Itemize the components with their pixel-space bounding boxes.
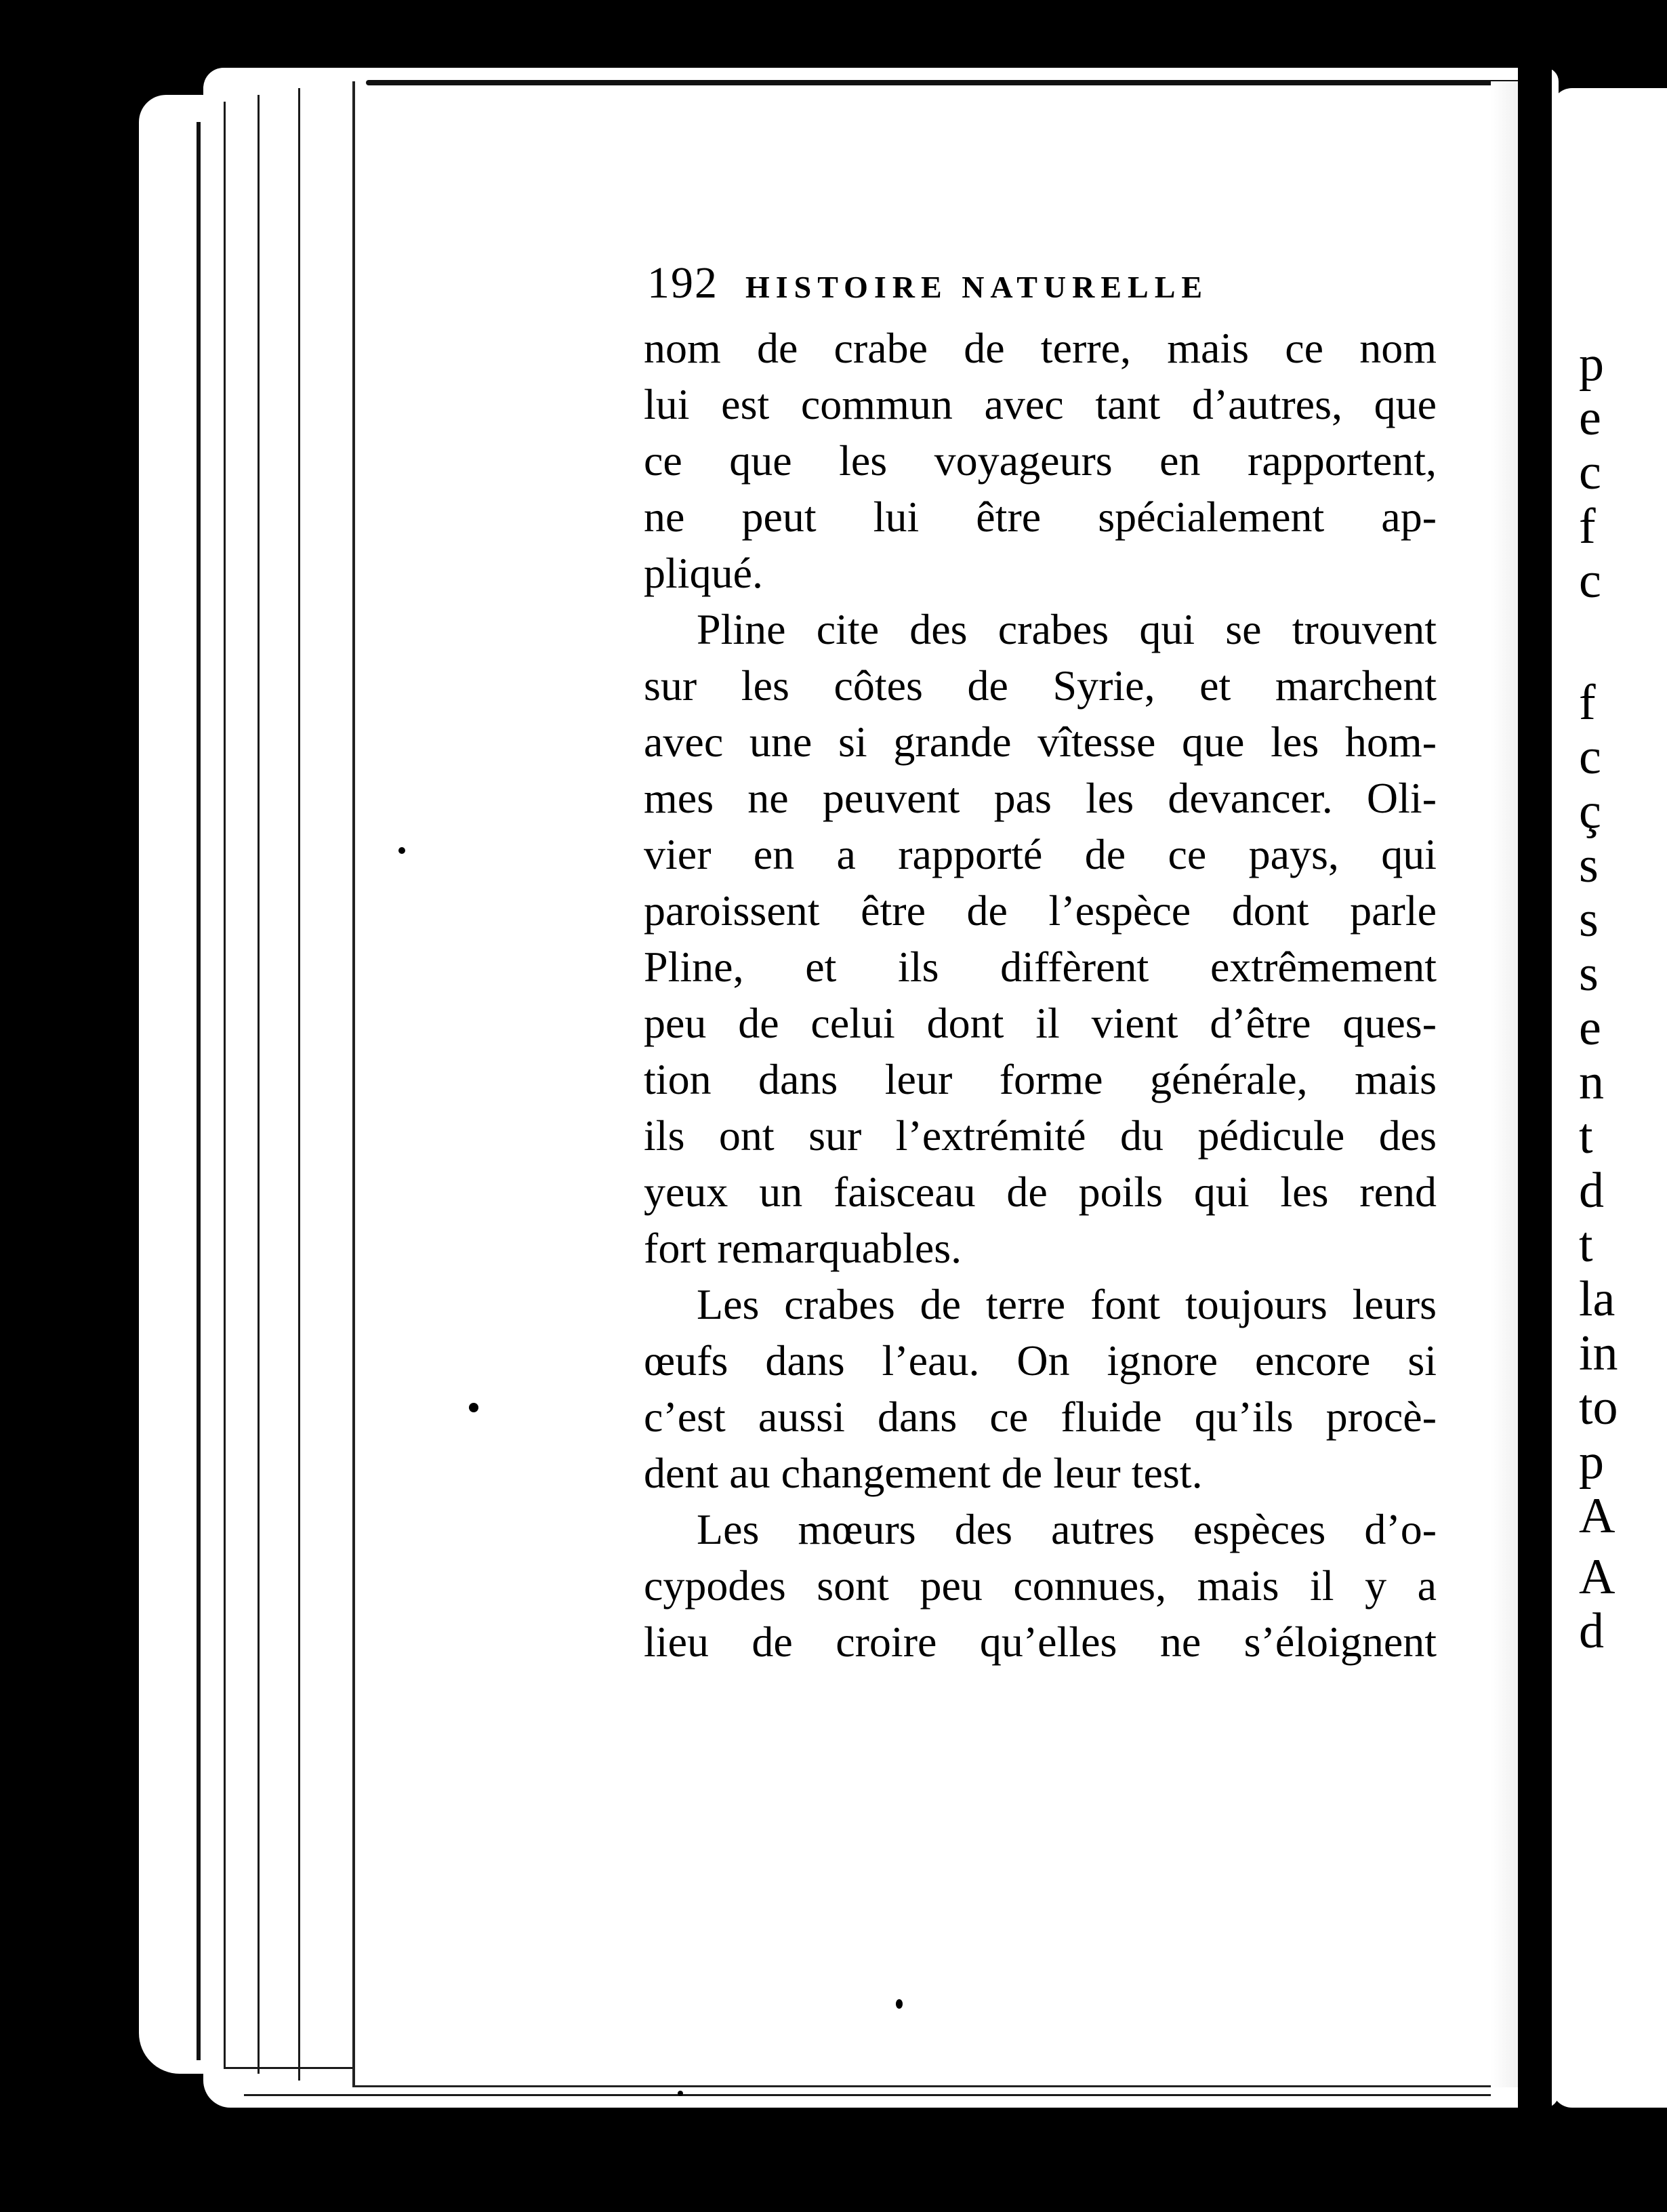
text-line: Pline, et ils diffèrent extrêmement	[644, 943, 1437, 991]
gutter	[1518, 68, 1552, 2108]
facing-page-fragment: s	[1579, 892, 1599, 947]
text-line: nom de crabe de terre, mais ce nom	[644, 324, 1437, 372]
facing-page-fragment: la	[1579, 1271, 1615, 1327]
text-line: mes ne peuvent pas les devancer. Oli-	[644, 774, 1437, 822]
page-edge-line	[224, 102, 226, 2067]
facing-page-fragment: n	[1579, 1054, 1604, 1110]
text-line: avec une si grande vîtesse que les hom-	[644, 718, 1437, 766]
ink-speck	[469, 1403, 478, 1412]
facing-page-fragment: c	[1579, 553, 1601, 609]
text-line: ne peut lui être spécialement ap-	[644, 493, 1437, 541]
cover-edge-line	[197, 122, 201, 2060]
page-edge-line	[258, 95, 260, 2074]
facing-page-fragment: in	[1579, 1326, 1618, 1381]
ink-speck	[896, 1999, 903, 2009]
facing-page-fragment: c	[1579, 729, 1601, 785]
text-line: Les mœurs des autres espèces d’o-	[697, 1505, 1437, 1553]
facing-page-fragment: s	[1579, 946, 1599, 1002]
text-line: ce que les voyageurs en rapportent,	[644, 436, 1437, 485]
ink-speck	[678, 2091, 683, 2096]
facing-page-fragment: f	[1579, 499, 1596, 554]
text-line: vier en a rapporté de ce pays, qui	[644, 830, 1437, 878]
text-line: c’est aussi dans ce fluide qu’ils procè-	[644, 1393, 1437, 1441]
ink-speck	[398, 847, 405, 854]
text-line: dent au changement de leur test.	[644, 1449, 1203, 1497]
facing-page-fragment: s	[1579, 838, 1599, 893]
facing-page	[1552, 88, 1667, 2108]
text-line: cypodes sont peu connues, mais il y a	[644, 1561, 1437, 1610]
text-line: paroissent être de l’espèce dont parle	[644, 886, 1437, 935]
body-text	[644, 320, 1437, 1670]
facing-page-fragment: c	[1579, 445, 1601, 500]
facing-page-fragment: d	[1579, 1163, 1604, 1218]
text-line: Les crabes de terre font toujours leurs	[697, 1280, 1437, 1328]
facing-page-fragment: t	[1579, 1217, 1593, 1273]
page-top-edge	[366, 80, 1531, 85]
page-number: 192	[647, 258, 718, 308]
text-line: tion dans leur forme générale, mais	[644, 1055, 1437, 1103]
text-line: Pline cite des crabes qui se trouvent	[697, 605, 1437, 653]
text-line: ils ont sur l’extrémité du pédicule des	[644, 1111, 1437, 1160]
text-line: pliqué.	[644, 549, 763, 597]
page-edge-line	[298, 88, 300, 2081]
text-line: yeux un faisceau de poils qui les rend	[644, 1168, 1437, 1216]
facing-page-fragment: p	[1579, 1434, 1604, 1490]
page-edge-line	[244, 2094, 1491, 2096]
text-line: lieu de croire qu’elles ne s’éloignent	[644, 1618, 1437, 1666]
text-line: sur les côtes de Syrie, et marchent	[644, 661, 1437, 710]
facing-page-fragment: ç	[1579, 783, 1601, 839]
facing-page-fragment: d	[1579, 1603, 1604, 1659]
facing-page-fragment: f	[1579, 675, 1596, 731]
text-line: fort remarquables.	[644, 1224, 962, 1272]
facing-page-fragment: e	[1579, 390, 1601, 446]
text-line: œufs dans l’eau. On ignore encore si	[644, 1336, 1437, 1385]
facing-page-fragment: p	[1579, 336, 1604, 392]
facing-page-fragment: t	[1579, 1109, 1593, 1164]
text-line: peu de celui dont il vient d’être ques-	[644, 999, 1437, 1047]
facing-page-fragment: to	[1579, 1380, 1618, 1435]
facing-page-fragment: A	[1579, 1549, 1615, 1605]
text-line: lui est commun avec tant d’autres, que	[644, 380, 1437, 428]
running-head: HISTOIRE NATURELLE	[745, 270, 1209, 304]
facing-page-fragment: A	[1579, 1488, 1615, 1544]
page-header	[647, 258, 1447, 309]
facing-page-fragment: e	[1579, 1000, 1601, 1056]
